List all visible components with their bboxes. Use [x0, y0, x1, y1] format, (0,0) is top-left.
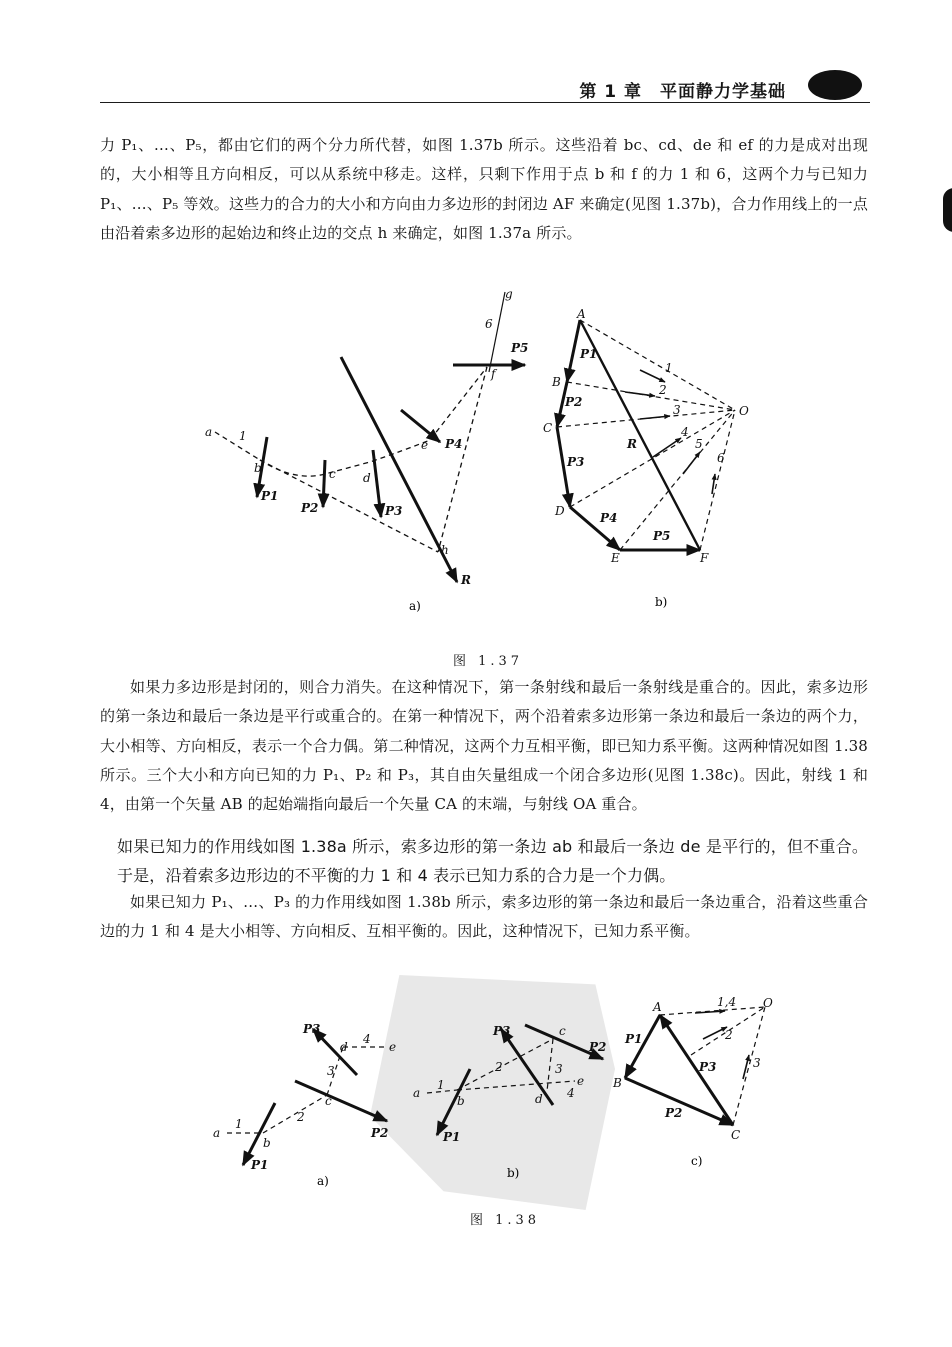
c-label-P3: P3: [699, 1060, 717, 1074]
vector-label-R: R: [627, 437, 637, 451]
vector-label-P2: P2: [565, 395, 583, 409]
c-vertex-B: B: [613, 1076, 622, 1090]
b-ray-label-3: 3: [555, 1062, 563, 1076]
figure-1-37a-labels: [205, 287, 528, 587]
c-ray-label-1-4: 1,4: [717, 995, 737, 1009]
c-label-P1: P1: [625, 1032, 643, 1046]
b-label-a: a: [413, 1086, 421, 1100]
figure-1-38-caption: 图 1.38: [470, 1213, 541, 1228]
ray-label-b-3: 3: [673, 403, 681, 417]
vertex-E: E: [611, 551, 620, 565]
subfigure-1-38b-label: b): [507, 1166, 520, 1180]
vertex-B: B: [552, 375, 561, 389]
label-a: a: [205, 425, 213, 439]
b-label-b: b: [457, 1094, 465, 1108]
label-P1: P1: [261, 489, 279, 503]
subfigure-1-38a-label: a): [317, 1174, 329, 1188]
b-ray-label-4: 4: [567, 1086, 575, 1100]
a-label-P3: P3: [303, 1022, 321, 1036]
label-b: b: [254, 461, 262, 475]
label-c: c: [329, 467, 336, 481]
label-f: f: [491, 367, 496, 381]
a-label-c: c: [325, 1094, 332, 1108]
vertex-D: D: [555, 504, 565, 518]
vertex-C: C: [543, 421, 553, 435]
funicular-polygon-a: [215, 292, 525, 582]
c-label-P2: P2: [665, 1106, 683, 1120]
c-vertex-A: A: [653, 1000, 662, 1014]
figure-1-38: [205, 995, 790, 1195]
label-P4: P4: [445, 437, 463, 451]
a-ray-label-3: 3: [327, 1064, 335, 1078]
a-ray-label-2: 2: [297, 1110, 305, 1124]
label-P3: P3: [385, 504, 403, 518]
b-ray-label-2: 2: [495, 1060, 503, 1074]
header-rule: [100, 102, 870, 103]
paragraph-1: 力 P₁、…、P₅，都由它们的两个分力所代替，如图 1.37b 所示。这些沿着 bc、cd、de 和 ef 的力是成对出现的，大小相等且方向相反，可以从系统中移走。这样，只剩下作用于点 b 和 f 的力 1 和 6，这两个力与已知力 P₁、…、P₅ 等效。这些力的合力的大小和方向由力多边形的封闭边 AF 来确定(见图 1.37b)，合力作用线上的一点由沿着索多边形的起始边和终止边的交点 h 来确定，如图 1.37a 所示。: [100, 136, 868, 242]
paragraph-2: 如果力多边形是封闭的，则合力消失。在这种情况下，第一条射线和最后一条射线是重合的。因此，索多边形的第一条边和最后一条边是平行或重合的。在第一种情况下，两个沿着索多边形第一条边和最后一条边的两个力，大小相等、方向相反，表示一个合力偶。第二种情况，这两个力互相平衡，即已知力系平衡。这两种情况如图 1.38 所示。三个大小和方向已知的力 P₁、P₂ 和 P₃，其自由矢量组成一个闭合多边形(见图 1.38c)。因此，射线 1 和 4，由第一个矢量 AB 的起始端指向最后一个矢量 CA 的末端，与射线 OA 重合。: [100, 678, 868, 814]
ray-label-1: 1: [239, 429, 247, 443]
a-label-b: b: [263, 1136, 271, 1150]
figure-1-38c: [625, 1007, 765, 1125]
a-label-P1: P1: [251, 1158, 269, 1172]
c-pole-O: O: [763, 996, 773, 1010]
figure-1-37-caption: 图 1.37: [453, 654, 524, 669]
ray-label-b-6: 6: [717, 451, 725, 465]
vector-label-P1: P1: [580, 347, 598, 361]
pole-O: O: [739, 404, 749, 418]
label-P2: P2: [301, 501, 319, 515]
b-label-P2: P2: [589, 1040, 607, 1054]
label-e: e: [421, 438, 429, 452]
vector-label-P4: P4: [600, 511, 618, 525]
figure-1-37: [195, 282, 755, 622]
ray-label-b-1: 1: [665, 361, 673, 375]
a-label-P2: P2: [371, 1126, 389, 1140]
subfigure-a-label: a): [409, 599, 421, 613]
b-label-P1: P1: [443, 1130, 461, 1144]
ray-label-b-4: 4: [681, 425, 689, 439]
a-label-d: d: [340, 1040, 348, 1054]
vertex-A: A: [577, 307, 586, 321]
ray-label-b-2: 2: [659, 383, 667, 397]
a-ray-label-1: 1: [235, 1117, 243, 1131]
b-label-P3: P3: [493, 1024, 511, 1038]
ray-label-b-5: 5: [695, 437, 703, 451]
a-label-e: e: [389, 1040, 397, 1054]
ray-label-6: 6: [485, 317, 493, 331]
subfigure-1-38c-label: c): [691, 1154, 703, 1168]
vector-label-P5: P5: [653, 529, 671, 543]
a-ray-label-4: 4: [363, 1032, 371, 1046]
c-ray-label-2: 2: [725, 1028, 733, 1042]
b-ray-label-1: 1: [437, 1078, 445, 1092]
a-label-a: a: [213, 1126, 221, 1140]
b-label-d: d: [535, 1092, 543, 1106]
edge-thumb-marker: [943, 188, 952, 232]
figure-1-38a-labels: [213, 1022, 396, 1172]
label-g: g: [505, 287, 513, 301]
vertex-F: F: [700, 551, 709, 565]
c-vertex-C: C: [731, 1128, 741, 1142]
label-R: R: [461, 573, 471, 587]
page-header: [100, 72, 870, 102]
subfigure-b-label: b): [655, 595, 668, 609]
figure-1-38a: [227, 1029, 387, 1165]
label-P5: P5: [511, 341, 529, 355]
chapter-tab-marker: [808, 70, 862, 100]
chapter-title: 第 1 章 平面静力学基础: [579, 82, 786, 102]
b-label-c: c: [559, 1024, 566, 1038]
label-d: d: [363, 471, 371, 485]
vector-label-P3: P3: [567, 455, 585, 469]
label-h: h: [441, 543, 449, 557]
c-ray-label-3: 3: [753, 1056, 761, 1070]
b-label-e: e: [577, 1074, 585, 1088]
paragraph-3: 如果已知力的作用线如图 1.38a 所示，索多边形的第一条边 ab 和最后一条边 de 是平行的，但不重合。于是，沿着索多边形边的不平衡的力 1 和 4 表示已知力系的合力是一个力偶。: [117, 837, 868, 886]
paragraph-4: 如果已知力 P₁、…、P₃ 的力作用线如图 1.38b 所示，索多边形的第一条边和最后一条边重合，沿着这些重合边的力 1 和 4 是大小相等、方向相反、互相平衡的。因此，这种情况下，已知力系平衡。: [100, 893, 868, 941]
